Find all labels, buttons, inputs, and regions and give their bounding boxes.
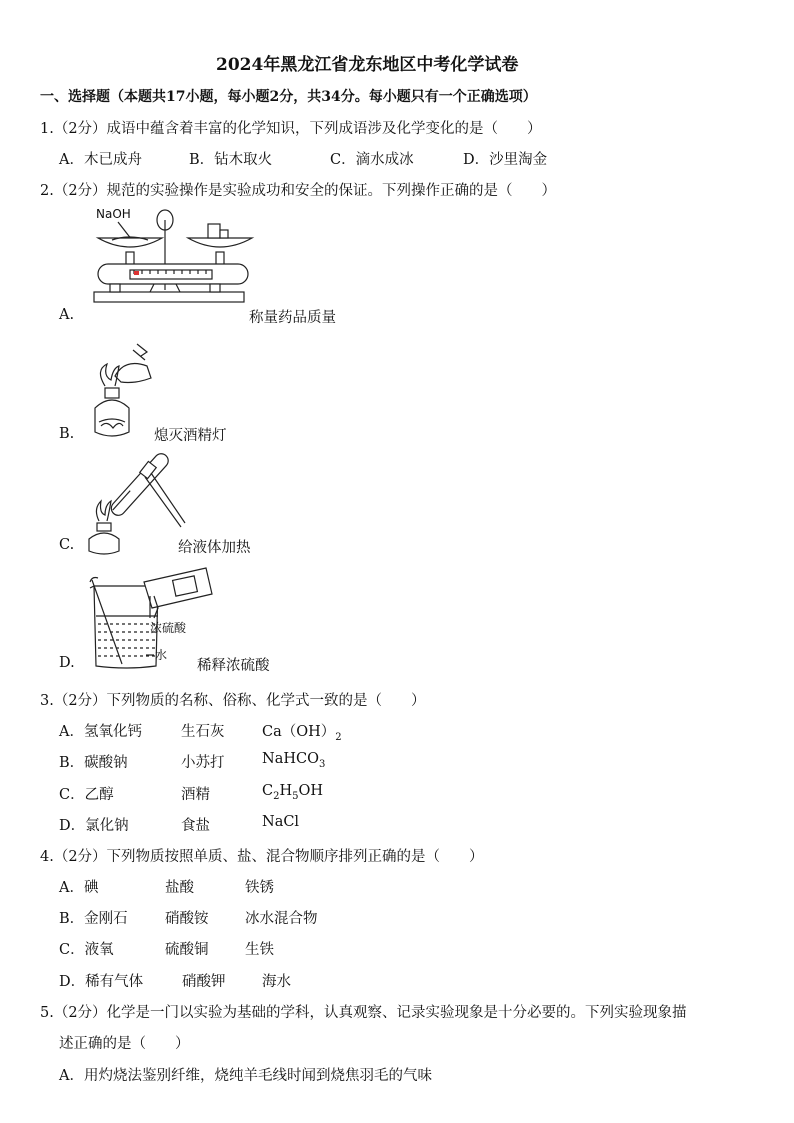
substance-name: 乙醇 xyxy=(84,787,114,803)
question-3-stem: 3.（2分）下列物质的名称、俗称、化学式一致的是（ ） xyxy=(40,693,426,709)
question-3-option-b[interactable] xyxy=(59,751,128,772)
common-name: 酒精 xyxy=(181,787,210,803)
alcohol-lamp-figure xyxy=(85,336,165,446)
common-name: 小苏打 xyxy=(181,755,225,771)
substance-name: 氯化钠 xyxy=(85,818,129,834)
common-name: 生石灰 xyxy=(181,724,225,740)
mixture-item: 海水 xyxy=(262,974,291,990)
section-heading: 一、选择题（本题共17小题，每小题2分，共34分。每小题只有一个正确选项） xyxy=(40,89,537,105)
mixture-item: 生铁 xyxy=(245,942,274,958)
page-title: 2024年黑龙江省龙东地区中考化学试卷 xyxy=(216,55,519,75)
option-letter: C． xyxy=(59,787,85,803)
question-2-option-d-caption: 稀释浓硫酸 xyxy=(197,658,270,674)
chemical-formula: NaCl xyxy=(262,814,300,830)
question-2-stem: 2.（2分）规范的实验操作是实验成功和安全的保证。下列操作正确的是（ ） xyxy=(40,183,557,199)
option-letter: D． xyxy=(59,818,86,834)
mixture-item: 铁锈 xyxy=(245,880,274,896)
salt-item: 盐酸 xyxy=(165,880,194,896)
mixture-item: 冰水混合物 xyxy=(245,911,318,927)
naoh-label: NaOH xyxy=(96,207,131,221)
option-letter: B． xyxy=(59,755,85,771)
salt-item: 硝酸铵 xyxy=(165,911,209,927)
chemical-formula: $Ca(OH)_2$ xyxy=(262,724,342,743)
question-4-option-a[interactable]: A．碘 xyxy=(59,880,99,896)
question-1-option-c[interactable]: C．滴水成冰 xyxy=(330,152,414,168)
question-1-stem: 1.（2分）成语中蕴含着丰富的化学知识，下列成语涉及化学变化的是（ ） xyxy=(40,121,542,137)
salt-item: 硫酸铜 xyxy=(165,942,209,958)
question-1-option-b[interactable]: B．钻木取火 xyxy=(189,152,273,168)
concentrated-acid-label: 浓硫酸 xyxy=(150,621,187,635)
question-2-option-d-letter[interactable]: D. xyxy=(59,655,75,671)
question-2-option-c-caption: 给液体加热 xyxy=(178,540,251,556)
chemical-formula: NaHCO$_3$ xyxy=(262,751,326,770)
question-2-option-b-caption: 熄灭酒精灯 xyxy=(154,428,227,444)
question-2-option-b-letter[interactable]: B. xyxy=(59,426,75,442)
salt-item: 硝酸钾 xyxy=(182,974,226,990)
question-2-option-a-letter[interactable]: A. xyxy=(59,307,75,323)
common-name: 食盐 xyxy=(181,818,210,834)
question-5-option-a[interactable]: A．用灼烧法鉴别纤维，烧纯羊毛线时闻到烧焦羽毛的气味 xyxy=(59,1068,432,1084)
question-4-option-b[interactable]: B．金刚石 xyxy=(59,911,128,927)
substance-name: 碳酸钠 xyxy=(84,755,128,771)
question-4-option-d[interactable]: D．稀有气体 xyxy=(59,974,144,990)
question-5-stem-line-1: 5.（2分）化学是一门以实验为基础的学科，认真观察、记录实验现象是十分必要的。下列实验现象描 xyxy=(40,1005,687,1021)
question-3-option-d[interactable] xyxy=(59,814,129,835)
question-5-stem-line-2: 述正确的是（ ） xyxy=(59,1036,190,1052)
balance-figure xyxy=(90,200,250,310)
question-2-option-a-caption: 称量药品质量 xyxy=(249,310,336,326)
question-3-option-a[interactable] xyxy=(59,720,142,741)
question-2-option-c-letter[interactable]: C. xyxy=(59,537,75,553)
question-3-option-c[interactable] xyxy=(59,783,114,804)
question-1-option-a[interactable]: A．木已成舟 xyxy=(59,152,142,168)
question-4-stem: 4.（2分）下列物质按照单质、盐、混合物顺序排列正确的是（ ） xyxy=(40,849,484,865)
chemical-formula: $C_2H_5OH$ xyxy=(262,783,324,802)
substance-name: 氢氧化钙 xyxy=(83,724,142,740)
test-tube-heating-figure xyxy=(85,455,185,565)
option-letter: A． xyxy=(59,724,84,740)
water-label: 水 xyxy=(155,648,168,662)
question-4-option-c[interactable]: C．液氧 xyxy=(59,942,114,958)
question-1-option-d[interactable]: D．沙里淘金 xyxy=(463,152,548,168)
